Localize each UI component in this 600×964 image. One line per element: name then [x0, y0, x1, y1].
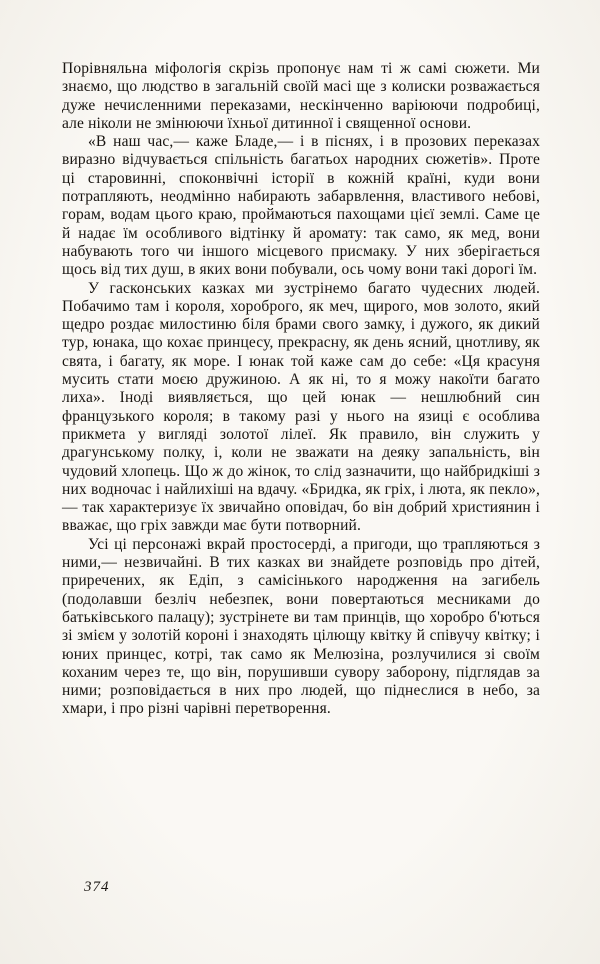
- page-text: [62, 60, 540, 719]
- paragraph-4: Усі ці персонажі вкрай простосерді, а пригоди, що трапляються з ними,— незвичайні. В тих казках ви знайдете розповідь про дітей, приречених, як Едіп, з самісінького народження на загибель (подолавши безліч небезпек, вони повертаються месниками до батьківського палацу); зустрінете ви там принців, що хоробро б'ються зі змієм у золотій короні і знаходять цілющу квітку й співучу квітку; і юних принцес, котрі, так само як Мелюзіна, розлучилися зі своїм коханим через те, що він, порушивши сувору заборону, підглядав за ними; розповідається в них про людей, що піднеслися в небо, за хмари, і про різні чарівні перетворення.: [62, 535, 540, 718]
- paragraph-3: У гасконських казках ми зустрінемо багато чудесних людей. Побачимо там і короля, хороброго, як меч, щирого, мов золото, який щедро роздає милостиню біля брами свого замку, і дужого, як дикий тур, юнака, що кохає принцесу, прекрасну, як день ясний, цнотливу, як свята, і багату, як море. І юнак той каже сам до себе: «Ця красуня мусить стати моєю дружиною. А як ні, то я можу накоїти багато лиха». Іноді виявляється, що цей юнак — нешлюбний син французького короля; в такому разі у нього на язиці є особлива прикмета у вигляді золотої лілеї. Як правило, він служить у драгунському полку, і, коли не зважати на деяку запальність, він чудовий хлопець. Що ж до жінок, то слід зазначити, що найбридкіші з них водночас і найлихіші на вдачу. «Бридка, як гріх, і люта, як пекло»,— так характеризує їх звичайно оповідач, бо він добрий християнин і вважає, що гріх завжди має бути потворний.: [62, 279, 540, 535]
- paragraph-1: Порівняльна міфологія скрізь пропонує нам ті ж самі сюжети. Ми знаємо, що людство в загальній своїй масі ще з колиски розважається дуже нечисленними переказами, нескінченно варіюючи подробиці, але ніколи не змінюючи їхньої дитинної і священної основи.: [62, 60, 540, 132]
- page-number: 374: [84, 879, 110, 895]
- paragraph-2: «В наш час,— каже Бладе,— і в піснях, і в прозових переказах виразно відчувається спільність багатьох народних сюжетів». Проте ці старовинні, споконвічні історії в кожній країні, куди вони потрапляють, неодмінно набирають забарвлення, властивого небові, горам, водам цього краю, проймаються пахощами цієї землі. Саме це й надає їм особливого відтінку й аромату: так само, як мед, вони набувають того чи іншого місцевого присмаку. У них зберігається щось від тих душ, в яких вони побували, ось чому вони такі дорогі їм.: [62, 133, 540, 279]
